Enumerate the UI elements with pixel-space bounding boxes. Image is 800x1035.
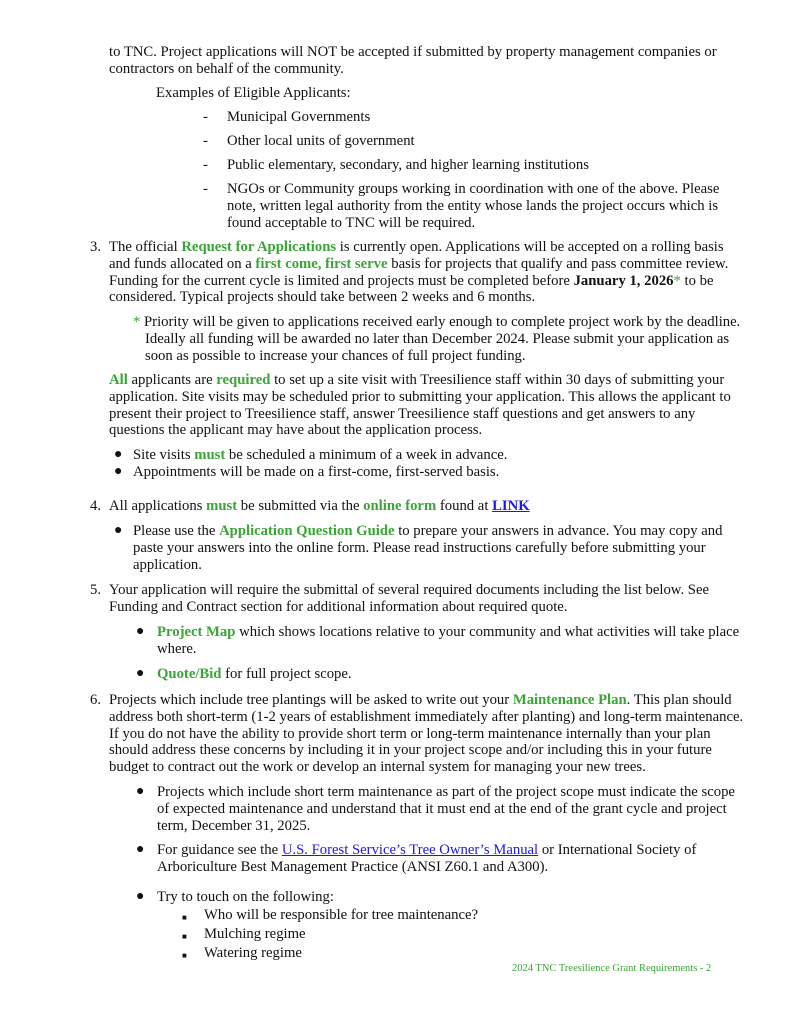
list-number: 6. — [90, 692, 102, 708]
eligible-item: Public elementary, secondary, and higher learning institutions — [227, 157, 589, 173]
page-footer: 2024 TNC Treesilience Grant Requirements - 2 — [512, 963, 712, 974]
text-line: Ideally all funding will be awarded no later than December 2024. Please submit your application as — [145, 330, 730, 347]
text-run: found at — [436, 498, 493, 514]
text-run: Priority will be given to applications received early enough to complete project work by the deadline. — [140, 314, 741, 330]
item6-paragraph — [109, 692, 743, 776]
item3-paragraph — [109, 239, 728, 306]
text-run: or International Society of — [538, 842, 697, 858]
bullet-dot: ● — [136, 842, 145, 857]
eligible-item: Municipal Governments — [227, 109, 371, 125]
eligible-item-ngo — [227, 181, 719, 231]
square-bullet: ■ — [182, 951, 187, 960]
all-text: All — [109, 372, 128, 388]
text-run: is currently open. Applications will be accepted on a rolling basis — [336, 239, 724, 255]
maintenance-plan-text: Maintenance Plan — [512, 692, 627, 708]
quote-bullet — [157, 666, 352, 683]
text-line: paste your answers into the online form. Please read instructions carefully before submitting your — [133, 539, 706, 556]
intro-paragraph — [109, 44, 717, 78]
text-line: Your application will require the submittal of several required documents including the list below. See — [109, 582, 710, 598]
text-run: For guidance see the — [157, 842, 282, 858]
online-form-text: online form — [363, 498, 437, 514]
short-term-bullet — [157, 784, 735, 834]
text-line: application. — [133, 556, 202, 573]
text-run: Site visits — [133, 447, 195, 463]
list-number: 4. — [90, 498, 102, 514]
tree-owners-manual-link[interactable]: U.S. Forest Service’s Tree Owner’s Manual — [281, 842, 539, 858]
required-text: required — [216, 372, 271, 388]
text-line: application. Site visits may be scheduled prior to submitting your application. This allows the applicant to — [109, 388, 731, 405]
dash-bullet: - — [203, 181, 208, 197]
bullet-dot: ● — [114, 464, 123, 479]
dash-bullet: - — [203, 133, 208, 149]
list-number: 5. — [90, 582, 102, 598]
question-guide-text: Application Question Guide — [219, 523, 395, 539]
text-run: basis for projects that qualify and pass committee review. — [387, 255, 729, 272]
text-run: Funding for the current cycle is limited and projects must be completed before — [109, 272, 574, 289]
asterisk: * — [673, 272, 681, 289]
site-visit-bullet — [133, 447, 507, 464]
ngo-line: NGOs or Community groups working in coordination with one of the above. Please — [227, 181, 720, 197]
text-run: for full project scope. — [221, 666, 352, 682]
square-bullet: ■ — [182, 932, 187, 941]
text-line: should address these concerns by including it in your project scope and/or including this in your future — [109, 742, 712, 759]
text-line: questions the applicant may have about the application process. — [109, 422, 483, 439]
text-run: The official — [109, 239, 182, 255]
text-line: term, December 31, 2025. — [157, 817, 311, 834]
square-bullet: ■ — [182, 913, 187, 922]
asterisk: * — [133, 314, 141, 330]
project-map-text: Project Map — [157, 624, 236, 640]
text-line: where. — [157, 640, 197, 657]
question-guide-bullet — [133, 523, 722, 573]
intro-line: contractors on behalf of the community. — [109, 60, 344, 77]
eligible-heading: Examples of Eligible Applicants: — [156, 85, 351, 101]
text-run: to prepare your answers in advance. You may copy and — [394, 523, 723, 539]
eligible-item: Other local units of government — [227, 133, 415, 149]
must-text: must — [206, 498, 238, 514]
request-for-applications-text: Request for Applications — [181, 239, 337, 255]
text-line: considered. Typical projects should take between 2 weeks and 6 months. — [109, 289, 536, 306]
text-line: of expected maintenance and understand that it must end at the end of the grant cycle and project — [157, 800, 727, 817]
bullet-dot: ● — [114, 447, 123, 462]
sub-item: Watering regime — [204, 945, 302, 961]
text-run: be scheduled a minimum of a week in advance. — [225, 447, 508, 463]
touch-on-bullet: Try to touch on the following: — [157, 889, 334, 905]
text-run: to be — [680, 272, 714, 289]
text-run: Projects which include tree plantings will be asked to write out your — [109, 692, 513, 708]
bullet-dot: ● — [114, 523, 123, 538]
text-line: Projects which include short term maintenance as part of the project scope must indicate the scope — [157, 784, 735, 800]
item4-paragraph — [109, 498, 530, 515]
application-link[interactable]: LINK — [492, 498, 530, 514]
list-number: 3. — [90, 239, 102, 255]
text-run: to set up a site visit with Treesilience staff within 30 days of submitting your — [270, 372, 725, 388]
dash-bullet: - — [203, 109, 208, 125]
text-run: Please use the — [133, 523, 220, 539]
guidance-bullet — [157, 842, 696, 876]
text-line: Arboriculture Best Management Practice (ANSI Z60.1 and A300). — [157, 858, 549, 875]
bullet-dot: ● — [136, 666, 145, 681]
text-line: If you do not have the ability to provide short term or long-term maintenance internally than your plan — [109, 725, 711, 742]
ngo-line: found acceptable to TNC will be required. — [227, 214, 476, 231]
quote-bid-text: Quote/Bid — [157, 666, 222, 682]
priority-note — [133, 314, 740, 364]
first-come-text: first come, first serve — [255, 255, 388, 272]
text-line: Funding and Contract section for additional information about required quote. — [109, 598, 568, 615]
text-line: budget to contract out the work or develop an internal system for managing your new trees. — [109, 759, 646, 776]
project-map-bullet — [157, 624, 739, 658]
text-run: which shows locations relative to your community and what activities will take place — [235, 624, 740, 640]
site-visit-paragraph — [109, 372, 731, 439]
deadline-date: January 1, 2026 — [573, 272, 674, 289]
bullet-dot: ● — [136, 624, 145, 639]
text-run: . This plan should — [626, 692, 732, 708]
sub-item: Who will be responsible for tree maintenance? — [204, 907, 479, 923]
sub-item: Mulching regime — [204, 926, 306, 942]
bullet-dot: ● — [136, 889, 145, 904]
must-text: must — [194, 447, 226, 463]
intro-line: to TNC. Project applications will NOT be accepted if submitted by property management companies or — [109, 44, 717, 60]
text-line: address both short-term (1-2 years of establishment immediately after planting) and long-term maintenance. — [109, 708, 744, 725]
text-run: applicants are — [127, 372, 217, 388]
text-run: be submitted via the — [237, 498, 364, 514]
text-run: and funds allocated on a — [109, 255, 256, 272]
text-run: All applications — [109, 498, 207, 514]
dash-bullet: - — [203, 157, 208, 173]
text-line: present their project to Treesilience staff, answer Treesilience staff questions and get answers to any — [109, 405, 696, 422]
item5-paragraph — [109, 582, 709, 616]
text-line: soon as possible to increase your chances of full project funding. — [145, 347, 526, 364]
bullet-dot: ● — [136, 784, 145, 799]
ngo-line: note, written legal authority from the entity whose lands the project occurs which is — [227, 197, 719, 214]
appointments-bullet: Appointments will be made on a first-come, first-served basis. — [133, 464, 500, 480]
